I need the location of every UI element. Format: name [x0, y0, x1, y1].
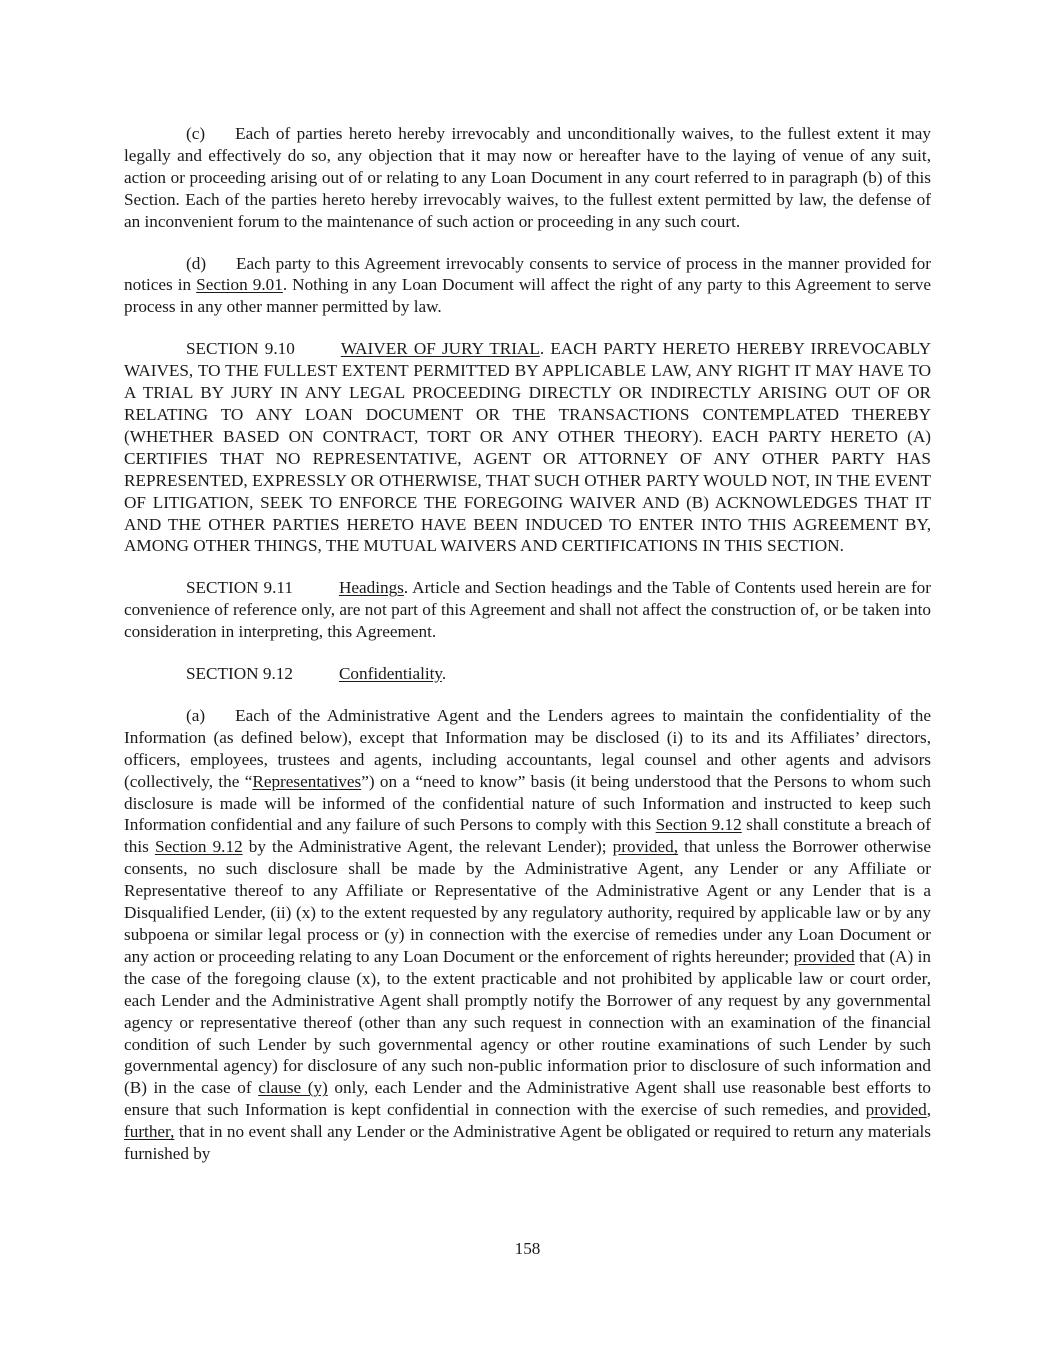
paragraph-a-text-5: that unless the Borrower otherwise consents, no such disclosure shall be made by the Administrative Agent, any Lender or any Affiliate or Representative thereof to any Affiliate or Representative of the Administrative Agent or any Lender that is a Disqualified Lender, (ii) (x) to the extent requested by any regulatory authority, required by applicable law or by any subpoena or similar legal process or (y) in connection with the exercise of remedies under any Loan Document or any action or proceeding relating to any Loan Document or the enforcement of rights hereunder;: [124, 837, 931, 966]
paragraph-a: [124, 705, 931, 1165]
paragraph-a-text-7: only, each Lender and the Administrative Agent shall use reasonable best efforts to ensure that such Information is kept confidential in connection with the exercise of such remedies, and: [124, 1078, 931, 1120]
section-9-12-period: .: [441, 664, 447, 684]
representatives-term: Representatives: [252, 771, 362, 791]
paragraph-d-text-1: Each party to this Agreement irrevocably consents to service of process in the manner provided for notices in: [124, 253, 931, 295]
paragraph-a-text-9: that in no event shall any Lender or the Administrative Agent be obligated or required to return any materials furnished by: [124, 1122, 931, 1164]
provided-term-3: provided: [865, 1100, 927, 1120]
paragraph-a-text-4: by the Administrative Agent, the relevant Lender);: [242, 837, 613, 857]
paragraph-a-text-6: that (A) in the case of the foregoing clause (x), to the extent practicable and not prohibited by applicable law or court order, each Lender and the Administrative Agent shall promptly notify the Borrower of any request by any governmental agency or representative thereof (other than any such request in connection with an examination of the financial condition of such Lender by such governmental agency or other routine examinations of such Lender by such governmental agency) for disclosure of any such non-public information prior to disclosure of such information and (B) in the case of: [124, 946, 931, 1098]
paragraph-d-label: (d): [186, 253, 207, 273]
section-9-10: [124, 338, 931, 557]
section-9-11: [124, 577, 931, 643]
paragraph-d-text-2: . Nothing in any Loan Document will affect the right of any party to this Agreement to serve process in any other manner permitted by law.: [124, 275, 931, 317]
paragraph-a-text-8: ,: [926, 1100, 931, 1120]
section-9-12-heading: Confidentiality: [338, 664, 442, 684]
section-9-12-reference-1: Section 9.12: [655, 815, 742, 835]
section-9-12-reference-2: Section 9.12: [154, 837, 243, 857]
paragraph-c: [124, 123, 931, 233]
paragraph-a-text-2: ”) on a “need to know” basis (it being understood that the Persons to whom such disclosure is made will be informed of the confidential nature of such Information and instructed to keep such Information confidential and any failure of such Persons to comply with this: [124, 771, 931, 835]
section-9-10-text: . EACH PARTY HERETO HEREBY IRREVOCABLY WAIVES, TO THE FULLEST EXTENT PERMITTED BY APPLICABLE LAW, ANY RIGHT IT MAY HAVE TO A TRIAL BY JURY IN ANY LEGAL PROCEEDING DIRECTLY OR INDIRECTLY ARISING OUT OF OR RELATING TO ANY LOAN DOCUMENT OR THE TRANSACTIONS CONTEMPLATED THEREBY (WHETHER BASED ON CONTRACT, TORT OR ANY OTHER THEORY). EACH PARTY HERETO (A) CERTIFIES THAT NO REPRESENTATIVE, AGENT OR ATTORNEY OF ANY OTHER PARTY HAS REPRESENTED, EXPRESSLY OR OTHERWISE, THAT SUCH OTHER PARTY WOULD NOT, IN THE EVENT OF LITIGATION, SEEK TO ENFORCE THE FOREGOING WAIVER AND (B) ACKNOWLEDGES THAT IT AND THE OTHER PARTIES HERETO HAVE BEEN INDUCED TO ENTER INTO THIS AGREEMENT BY, AMONG OTHER THINGS, THE MUTUAL WAIVERS AND CERTIFICATIONS IN THIS SECTION.: [124, 339, 931, 556]
section-9-11-number: SECTION 9.11: [186, 578, 293, 598]
paragraph-a-text-1: Each of the Administrative Agent and the Lenders agrees to maintain the confidentiality of the Information (as defined below), except that Information may be disclosed (i) to its and its Affiliates’ directors, officers, employees, trustees and agents, including accountants, legal counsel and other agents and advisors (collectively, the “: [124, 705, 931, 791]
paragraph-a-label: (a): [186, 705, 206, 725]
document-page: [124, 123, 931, 1165]
section-9-11-text: . Article and Section headings and the Table of Contents used herein are for convenience of reference only, are not part of this Agreement and shall not affect the construction of, or be taken into consideration in interpreting, this Agreement.: [124, 578, 931, 642]
paragraph-a-text-3: shall constitute a breach of this: [124, 815, 931, 857]
page-number: 158: [514, 1239, 541, 1258]
further-term: further,: [124, 1122, 175, 1142]
provided-term-1: provided,: [612, 837, 679, 857]
section-9-12-number: SECTION 9.12: [186, 664, 293, 684]
provided-term-2: provided: [793, 946, 855, 966]
paragraph-d: [124, 253, 931, 319]
section-9-01-reference: Section 9.01: [196, 275, 283, 295]
clause-y-reference: clause (y): [258, 1078, 328, 1098]
section-9-10-heading: WAIVER OF JURY TRIAL: [340, 339, 540, 359]
section-9-10-number: SECTION 9.10: [186, 339, 295, 359]
section-9-11-heading: Headings: [338, 578, 404, 598]
paragraph-c-text: Each of parties hereto hereby irrevocably and unconditionally waives, to the fullest extent it may legally and effectively do so, any objection that it may now or hereafter have to the laying of venue of any suit, action or proceeding arising out of or relating to any Loan Document in any court referred to in paragraph (b) of this Section. Each of the parties hereto hereby irrevocably waives, to the fullest extent permitted by law, the defense of an inconvenient forum to the maintenance of such action or proceeding in any such court.: [124, 124, 931, 231]
paragraph-c-label: (c): [186, 124, 206, 143]
section-9-12: [124, 663, 931, 685]
